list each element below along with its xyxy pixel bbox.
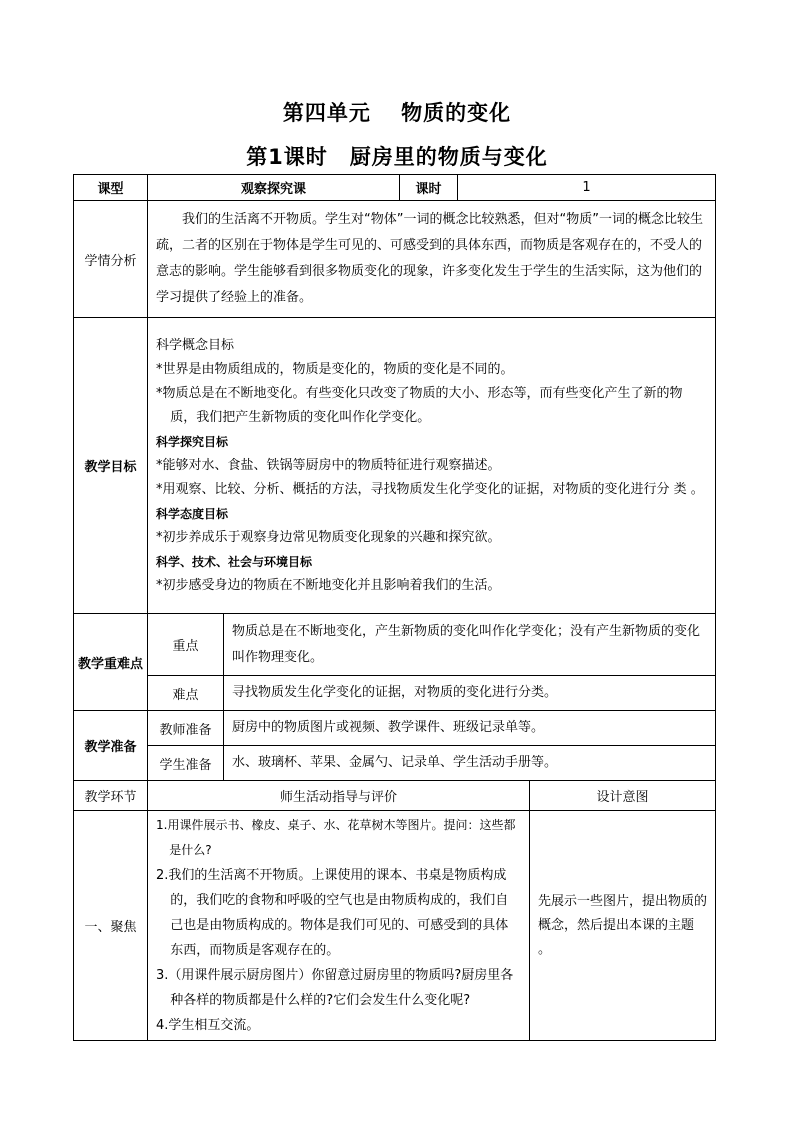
difficult-label: 难点	[148, 676, 224, 711]
course-type-label: 课型	[74, 175, 148, 201]
goals-row	[74, 318, 716, 614]
period-label: 课时	[400, 175, 458, 201]
teacher-prep-row	[74, 711, 716, 746]
activity-step: 4.学生相互交流。	[156, 1018, 260, 1033]
intent-column-header: 设计意图	[530, 781, 716, 811]
activity-step: 1.用课件展示书、橡皮、桌子、水、花草树木等图片。提问：这些都是什么?	[156, 818, 516, 857]
difficult-point-row	[74, 676, 716, 711]
teacher-prep-text: 厨房中的物质图片或视频、教学课件、班级记录单等。	[224, 711, 716, 746]
concept-goal-item: *物质总是在不断地变化。有些变化只改变了物质的大小、形态等，而有些变化产生了新的物质，我们把产生新物质的变化叫作化学变化。	[156, 385, 683, 425]
sts-goal-item: *初步感受身边的物质在不断地变化并且影响着我们的生活。	[156, 577, 501, 593]
attitude-goal-item: *初步养成乐于观察身边常见物质变化现象的兴趣和探究欲。	[156, 529, 501, 545]
preparation-label: 教学准备	[74, 711, 148, 781]
goals-label: 教学目标	[74, 318, 148, 614]
sts-goal-heading: 科学、技术、社会与环境目标	[156, 554, 313, 569]
student-prep-row	[74, 746, 716, 781]
design-intent: 先展示一些图片，提出物质的概念，然后提出本课的主题 。	[530, 811, 716, 1041]
stage-column-header: 教学环节	[74, 781, 148, 811]
activity-step: 2.我们的生活离不开物质。上课使用的课本、书桌是物质构成的，我们吃的食物和呼吸的空气也是由物质构成的，我们自己也是由物质构成的。物体是我们可见的、可感受到的具体东西，而物质是客观存在的。	[156, 868, 509, 958]
activity-column-header: 师生活动指导与评价	[148, 781, 530, 811]
stage-row	[74, 811, 716, 1041]
student-prep-text: 水、玻璃杯、苹果、金属勺、记录单、学生活动手册等。	[224, 746, 716, 781]
process-header-row	[74, 781, 716, 811]
difficult-text: 寻找物质发生化学变化的证据，对物质的变化进行分类。	[224, 676, 716, 711]
lesson-title: 第1课时 厨房里的物质与变化	[246, 145, 548, 169]
lesson-plan-table	[73, 174, 716, 1041]
analysis-text: 我们的生活离不开物质。学生对“物体”一词的概念比较熟悉，但对“物质”一词的概念比较生疏，二者的区别在于物体是学生可见的、可感受到的具体东西，而物质是客观存在的，不受人的意志的影响。学生能够看到很多物质变化的现象，许多变化发生于学生的生活实际，这为他们的学习提供了经验上的准备。	[148, 201, 716, 318]
key-text: 物质总是在不断地变化，产生新物质的变化叫作化学变化；没有产生新物质的变化叫作物理变化。	[224, 614, 716, 676]
key-points-label: 教学重难点	[74, 614, 148, 711]
student-prep-label: 学生准备	[148, 746, 224, 781]
stage-name: 一、聚焦	[74, 811, 148, 1041]
goals-content	[148, 318, 716, 614]
activity-steps	[148, 811, 530, 1041]
inquiry-goal-heading: 科学探究目标	[156, 434, 229, 449]
teacher-prep-label: 教师准备	[148, 711, 224, 746]
key-point-row	[74, 614, 716, 676]
activity-step: 3.（用课件展示厨房图片）你留意过厨房里的物质吗?厨房里各种各样的物质都是什么样的?它们会发生什么变化呢?	[156, 968, 514, 1008]
course-type-row	[74, 175, 716, 201]
analysis-label: 学情分析	[74, 201, 148, 318]
period-value: 1	[458, 175, 716, 201]
analysis-row	[74, 201, 716, 318]
inquiry-goal-item: *能够对水、食盐、铁锅等厨房中的物质特征进行观察描述。	[156, 457, 501, 473]
concept-goal-item: *世界是由物质组成的，物质是变化的，物质的变化是不同的。	[156, 361, 514, 377]
unit-title: 第四单元 物质的变化	[282, 101, 512, 125]
course-type-value: 观察探究课	[148, 175, 400, 201]
inquiry-goal-item: *用观察、比较、分析、概括的方法，寻找物质发生化学变化的证据，对物质的变化进行分 类 。	[156, 481, 704, 497]
key-label: 重点	[148, 614, 224, 676]
concept-goal-heading: 科学概念目标	[156, 337, 235, 353]
attitude-goal-heading: 科学态度目标	[156, 506, 229, 521]
